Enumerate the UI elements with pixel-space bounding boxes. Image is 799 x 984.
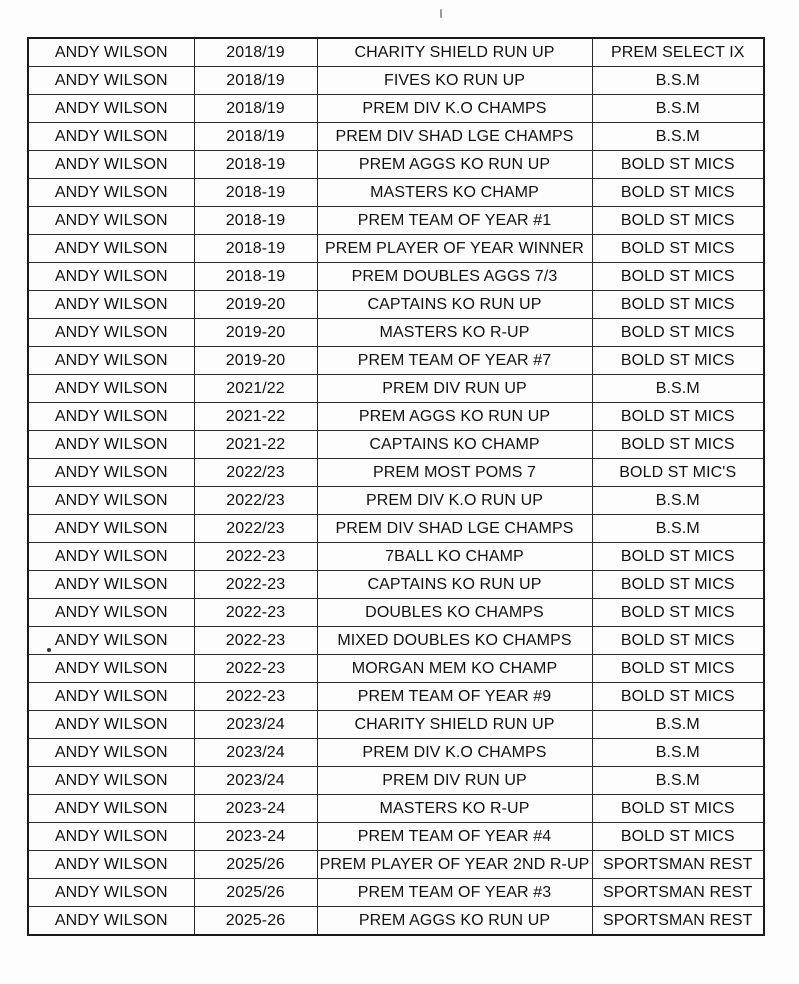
event-cell: PREM PLAYER OF YEAR 2ND R-UP: [317, 851, 592, 879]
team-cell: BOLD ST MICS: [592, 263, 764, 291]
event-cell: PREM AGGS KO RUN UP: [317, 151, 592, 179]
season-cell: 2018-19: [194, 179, 317, 207]
team-cell: BOLD ST MICS: [592, 431, 764, 459]
team-cell: BOLD ST MICS: [592, 179, 764, 207]
player-name-cell: ANDY WILSON: [28, 851, 194, 879]
table-row: [28, 683, 764, 711]
event-cell: MIXED DOUBLES KO CHAMPS: [317, 627, 592, 655]
player-name-cell: ANDY WILSON: [28, 403, 194, 431]
table-row: [28, 291, 764, 319]
team-cell: BOLD ST MICS: [592, 627, 764, 655]
event-cell: 7BALL KO CHAMP: [317, 543, 592, 571]
team-cell: B.S.M: [592, 739, 764, 767]
table-row: [28, 487, 764, 515]
table-row: [28, 515, 764, 543]
table-row: [28, 823, 764, 851]
team-cell: BOLD ST MICS: [592, 599, 764, 627]
table-row: [28, 459, 764, 487]
season-cell: 2018/19: [194, 38, 317, 67]
event-cell: CAPTAINS KO CHAMP: [317, 431, 592, 459]
table-row: [28, 38, 764, 67]
table-row: [28, 795, 764, 823]
player-name-cell: ANDY WILSON: [28, 459, 194, 487]
season-cell: 2019-20: [194, 319, 317, 347]
season-cell: 2022-23: [194, 627, 317, 655]
table-row: [28, 851, 764, 879]
player-name-cell: ANDY WILSON: [28, 571, 194, 599]
season-cell: 2019-20: [194, 347, 317, 375]
season-cell: 2021/22: [194, 375, 317, 403]
event-cell: PREM DIV SHAD LGE CHAMPS: [317, 123, 592, 151]
event-cell: MASTERS KO R-UP: [317, 319, 592, 347]
season-cell: 2022/23: [194, 515, 317, 543]
player-name-cell: ANDY WILSON: [28, 655, 194, 683]
event-cell: PREM DIV RUN UP: [317, 375, 592, 403]
team-cell: BOLD ST MICS: [592, 543, 764, 571]
season-cell: 2022-23: [194, 655, 317, 683]
table-row: [28, 235, 764, 263]
team-cell: BOLD ST MICS: [592, 151, 764, 179]
team-cell: B.S.M: [592, 767, 764, 795]
season-cell: 2018-19: [194, 235, 317, 263]
season-cell: 2018/19: [194, 95, 317, 123]
table-row: [28, 403, 764, 431]
event-cell: PREM MOST POMS 7: [317, 459, 592, 487]
event-cell: PREM TEAM OF YEAR #7: [317, 347, 592, 375]
team-cell: B.S.M: [592, 487, 764, 515]
team-cell: BOLD ST MICS: [592, 235, 764, 263]
player-name-cell: ANDY WILSON: [28, 319, 194, 347]
season-cell: 2018/19: [194, 67, 317, 95]
event-cell: PREM TEAM OF YEAR #3: [317, 879, 592, 907]
player-name-cell: ANDY WILSON: [28, 67, 194, 95]
event-cell: PREM TEAM OF YEAR #1: [317, 207, 592, 235]
table-row: [28, 123, 764, 151]
table-row: [28, 319, 764, 347]
season-cell: 2022-23: [194, 599, 317, 627]
event-cell: PREM TEAM OF YEAR #4: [317, 823, 592, 851]
event-cell: CHARITY SHIELD RUN UP: [317, 711, 592, 739]
team-cell: BOLD ST MICS: [592, 571, 764, 599]
table-row: [28, 543, 764, 571]
table-row: [28, 711, 764, 739]
player-name-cell: ANDY WILSON: [28, 375, 194, 403]
event-cell: CAPTAINS KO RUN UP: [317, 291, 592, 319]
player-name-cell: ANDY WILSON: [28, 38, 194, 67]
player-name-cell: ANDY WILSON: [28, 123, 194, 151]
season-cell: 2018-19: [194, 151, 317, 179]
team-cell: BOLD ST MICS: [592, 319, 764, 347]
table-row: [28, 431, 764, 459]
event-cell: PREM TEAM OF YEAR #9: [317, 683, 592, 711]
team-cell: SPORTSMAN REST: [592, 907, 764, 936]
player-name-cell: ANDY WILSON: [28, 879, 194, 907]
team-cell: BOLD ST MICS: [592, 655, 764, 683]
event-cell: PREM DIV SHAD LGE CHAMPS: [317, 515, 592, 543]
table-row: [28, 263, 764, 291]
player-name-cell: ANDY WILSON: [28, 627, 194, 655]
event-cell: MORGAN MEM KO CHAMP: [317, 655, 592, 683]
player-name-cell: ANDY WILSON: [28, 95, 194, 123]
table-row: [28, 207, 764, 235]
event-cell: PREM DIV RUN UP: [317, 767, 592, 795]
player-name-cell: ANDY WILSON: [28, 515, 194, 543]
season-cell: 2025/26: [194, 851, 317, 879]
team-cell: BOLD ST MICS: [592, 795, 764, 823]
scan-speck: [440, 9, 442, 18]
player-name-cell: ANDY WILSON: [28, 767, 194, 795]
event-cell: PREM DOUBLES AGGS 7/3: [317, 263, 592, 291]
table-row: [28, 571, 764, 599]
table-row: [28, 95, 764, 123]
season-cell: 2023/24: [194, 739, 317, 767]
team-cell: BOLD ST MIC'S: [592, 459, 764, 487]
player-name-cell: ANDY WILSON: [28, 263, 194, 291]
player-name-cell: ANDY WILSON: [28, 151, 194, 179]
season-cell: 2018-19: [194, 263, 317, 291]
season-cell: 2023-24: [194, 823, 317, 851]
event-cell: PREM PLAYER OF YEAR WINNER: [317, 235, 592, 263]
team-cell: BOLD ST MICS: [592, 823, 764, 851]
event-cell: PREM AGGS KO RUN UP: [317, 403, 592, 431]
season-cell: 2025/26: [194, 879, 317, 907]
season-cell: 2023/24: [194, 767, 317, 795]
event-cell: FIVES KO RUN UP: [317, 67, 592, 95]
team-cell: B.S.M: [592, 711, 764, 739]
player-name-cell: ANDY WILSON: [28, 431, 194, 459]
season-cell: 2022-23: [194, 543, 317, 571]
team-cell: B.S.M: [592, 515, 764, 543]
event-cell: DOUBLES KO CHAMPS: [317, 599, 592, 627]
season-cell: 2021-22: [194, 431, 317, 459]
player-name-cell: ANDY WILSON: [28, 207, 194, 235]
team-cell: SPORTSMAN REST: [592, 879, 764, 907]
table-row: [28, 627, 764, 655]
team-cell: B.S.M: [592, 67, 764, 95]
player-name-cell: ANDY WILSON: [28, 823, 194, 851]
team-cell: BOLD ST MICS: [592, 207, 764, 235]
event-cell: CAPTAINS KO RUN UP: [317, 571, 592, 599]
season-cell: 2022/23: [194, 459, 317, 487]
player-name-cell: ANDY WILSON: [28, 543, 194, 571]
records-table: [27, 37, 765, 936]
table-row: [28, 739, 764, 767]
team-cell: B.S.M: [592, 123, 764, 151]
player-name-cell: ANDY WILSON: [28, 739, 194, 767]
team-cell: SPORTSMAN REST: [592, 851, 764, 879]
table-row: [28, 767, 764, 795]
player-name-cell: ANDY WILSON: [28, 907, 194, 936]
season-cell: 2025-26: [194, 907, 317, 936]
table-row: [28, 347, 764, 375]
team-cell: BOLD ST MICS: [592, 683, 764, 711]
season-cell: 2018/19: [194, 123, 317, 151]
event-cell: PREM DIV K.O CHAMPS: [317, 739, 592, 767]
player-name-cell: ANDY WILSON: [28, 347, 194, 375]
team-cell: BOLD ST MICS: [592, 291, 764, 319]
player-name-cell: ANDY WILSON: [28, 711, 194, 739]
table-row: [28, 655, 764, 683]
season-cell: 2021-22: [194, 403, 317, 431]
season-cell: 2023-24: [194, 795, 317, 823]
player-name-cell: ANDY WILSON: [28, 235, 194, 263]
table-row: [28, 599, 764, 627]
event-cell: PREM AGGS KO RUN UP: [317, 907, 592, 936]
event-cell: MASTERS KO R-UP: [317, 795, 592, 823]
table-row: [28, 375, 764, 403]
team-cell: BOLD ST MICS: [592, 347, 764, 375]
table-row: [28, 151, 764, 179]
records-table-body: [28, 38, 764, 935]
table-row: [28, 179, 764, 207]
event-cell: PREM DIV K.O CHAMPS: [317, 95, 592, 123]
event-cell: CHARITY SHIELD RUN UP: [317, 38, 592, 67]
season-cell: 2022/23: [194, 487, 317, 515]
season-cell: 2022-23: [194, 571, 317, 599]
table-row: [28, 879, 764, 907]
team-cell: B.S.M: [592, 375, 764, 403]
player-name-cell: ANDY WILSON: [28, 291, 194, 319]
team-cell: BOLD ST MICS: [592, 403, 764, 431]
player-name-cell: ANDY WILSON: [28, 683, 194, 711]
season-cell: 2023/24: [194, 711, 317, 739]
team-cell: B.S.M: [592, 95, 764, 123]
table-row: [28, 907, 764, 936]
player-name-cell: ANDY WILSON: [28, 179, 194, 207]
season-cell: 2019-20: [194, 291, 317, 319]
season-cell: 2022-23: [194, 683, 317, 711]
player-name-cell: ANDY WILSON: [28, 599, 194, 627]
team-cell: PREM SELECT IX: [592, 38, 764, 67]
season-cell: 2018-19: [194, 207, 317, 235]
table-row: [28, 67, 764, 95]
event-cell: PREM DIV K.O RUN UP: [317, 487, 592, 515]
event-cell: MASTERS KO CHAMP: [317, 179, 592, 207]
player-name-cell: ANDY WILSON: [28, 795, 194, 823]
player-name-cell: ANDY WILSON: [28, 487, 194, 515]
